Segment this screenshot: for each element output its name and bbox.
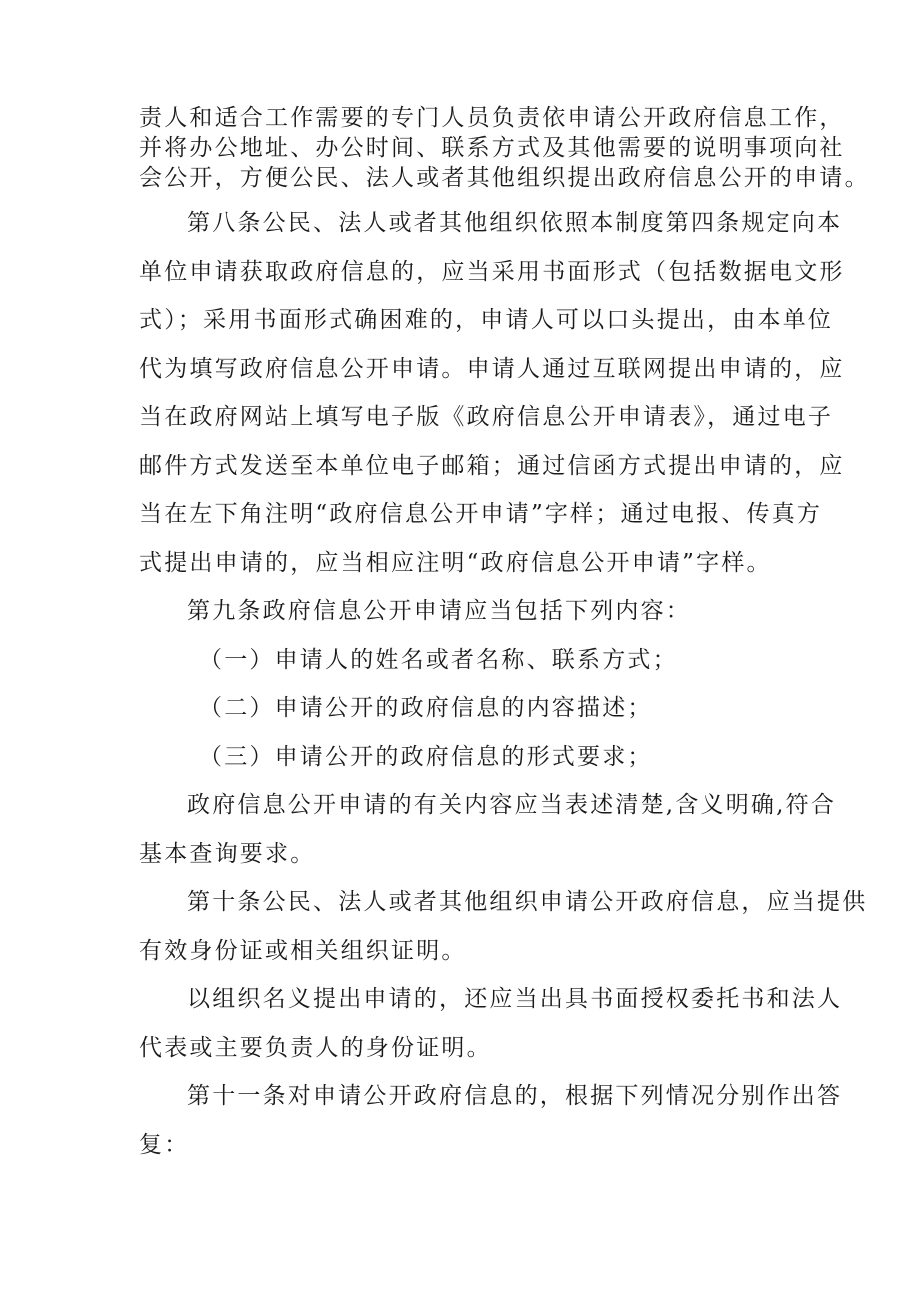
text-line: （三）申请公开的政府信息的形式要求；	[199, 743, 653, 770]
paragraph-requirement	[139, 781, 837, 878]
list-item-1	[139, 636, 799, 685]
list-item-3	[139, 733, 799, 782]
text-line: 以组织名义提出申请的，还应当出具书面授权委托书和法人	[187, 986, 843, 1012]
paragraph-article-8	[139, 199, 845, 587]
text-line: 复：	[139, 1131, 190, 1158]
list-item-2	[139, 684, 799, 733]
text-line: 第十一条对申请公开政府信息的，根据下列情况分别作出答	[187, 1083, 843, 1109]
text-line: 邮件方式发送至本单位电子邮箱；通过信函方式提出申请的，应	[139, 452, 845, 479]
text-line: 第九条政府信息公开申请应当包括下列内容：	[187, 598, 691, 624]
text-line: 代表或主要负责人的身份证明。	[139, 1034, 492, 1061]
text-line: 式提出申请的，应当相应注明“政府信息公开申请”字样。	[139, 549, 772, 576]
text-line: 当在政府网站上填写电子版《政府信息公开申请表》，通过电子	[139, 404, 834, 430]
text-line: 基本查询要求。	[139, 840, 316, 867]
paragraph-article-9	[139, 587, 799, 636]
text-line: 责人和适合工作需要的专门人员负责依申请公开政府信息工作，	[139, 105, 845, 131]
text-line: 会公开，方便公民、法人或者其他组织提出政府信息公开的申请。	[139, 165, 870, 191]
document-page	[139, 103, 870, 1169]
text-line: （二）申请公开的政府信息的内容描述；	[199, 695, 653, 721]
text-line: 当在左下角注明“政府信息公开申请”字样；通过电报、传真方	[139, 501, 823, 527]
text-line: 有效身份证或相关组织证明。	[139, 937, 467, 964]
text-line: 单位申请获取政府信息的，应当采用书面形式（包括数据电文形	[139, 258, 845, 285]
text-line: 政府信息公开申请的有关内容应当表述清楚,含义明确,符合	[187, 792, 837, 818]
text-line: 第十条公民、法人或者其他组织申请公开政府信息，应当提供	[187, 889, 868, 915]
text-line: 并将办公地址、办公时间、联系方式及其他需要的说明事项向社	[139, 135, 845, 161]
text-line: 代为填写政府信息公开申请。申请人通过互联网提出申请的，应	[139, 355, 845, 382]
paragraph-organization	[139, 975, 843, 1072]
text-line: 式）；采用书面形式确困难的，申请人可以口头提出，由本单位	[139, 307, 834, 333]
paragraph-article-10	[139, 878, 868, 975]
paragraph-article-11	[139, 1072, 843, 1169]
text-line: 第八条公民、法人或者其他组织依照本制度第四条规定向本	[187, 210, 843, 236]
paragraph-continuation	[139, 103, 870, 193]
text-line: （一）申请人的姓名或者名称、联系方式；	[199, 646, 678, 673]
